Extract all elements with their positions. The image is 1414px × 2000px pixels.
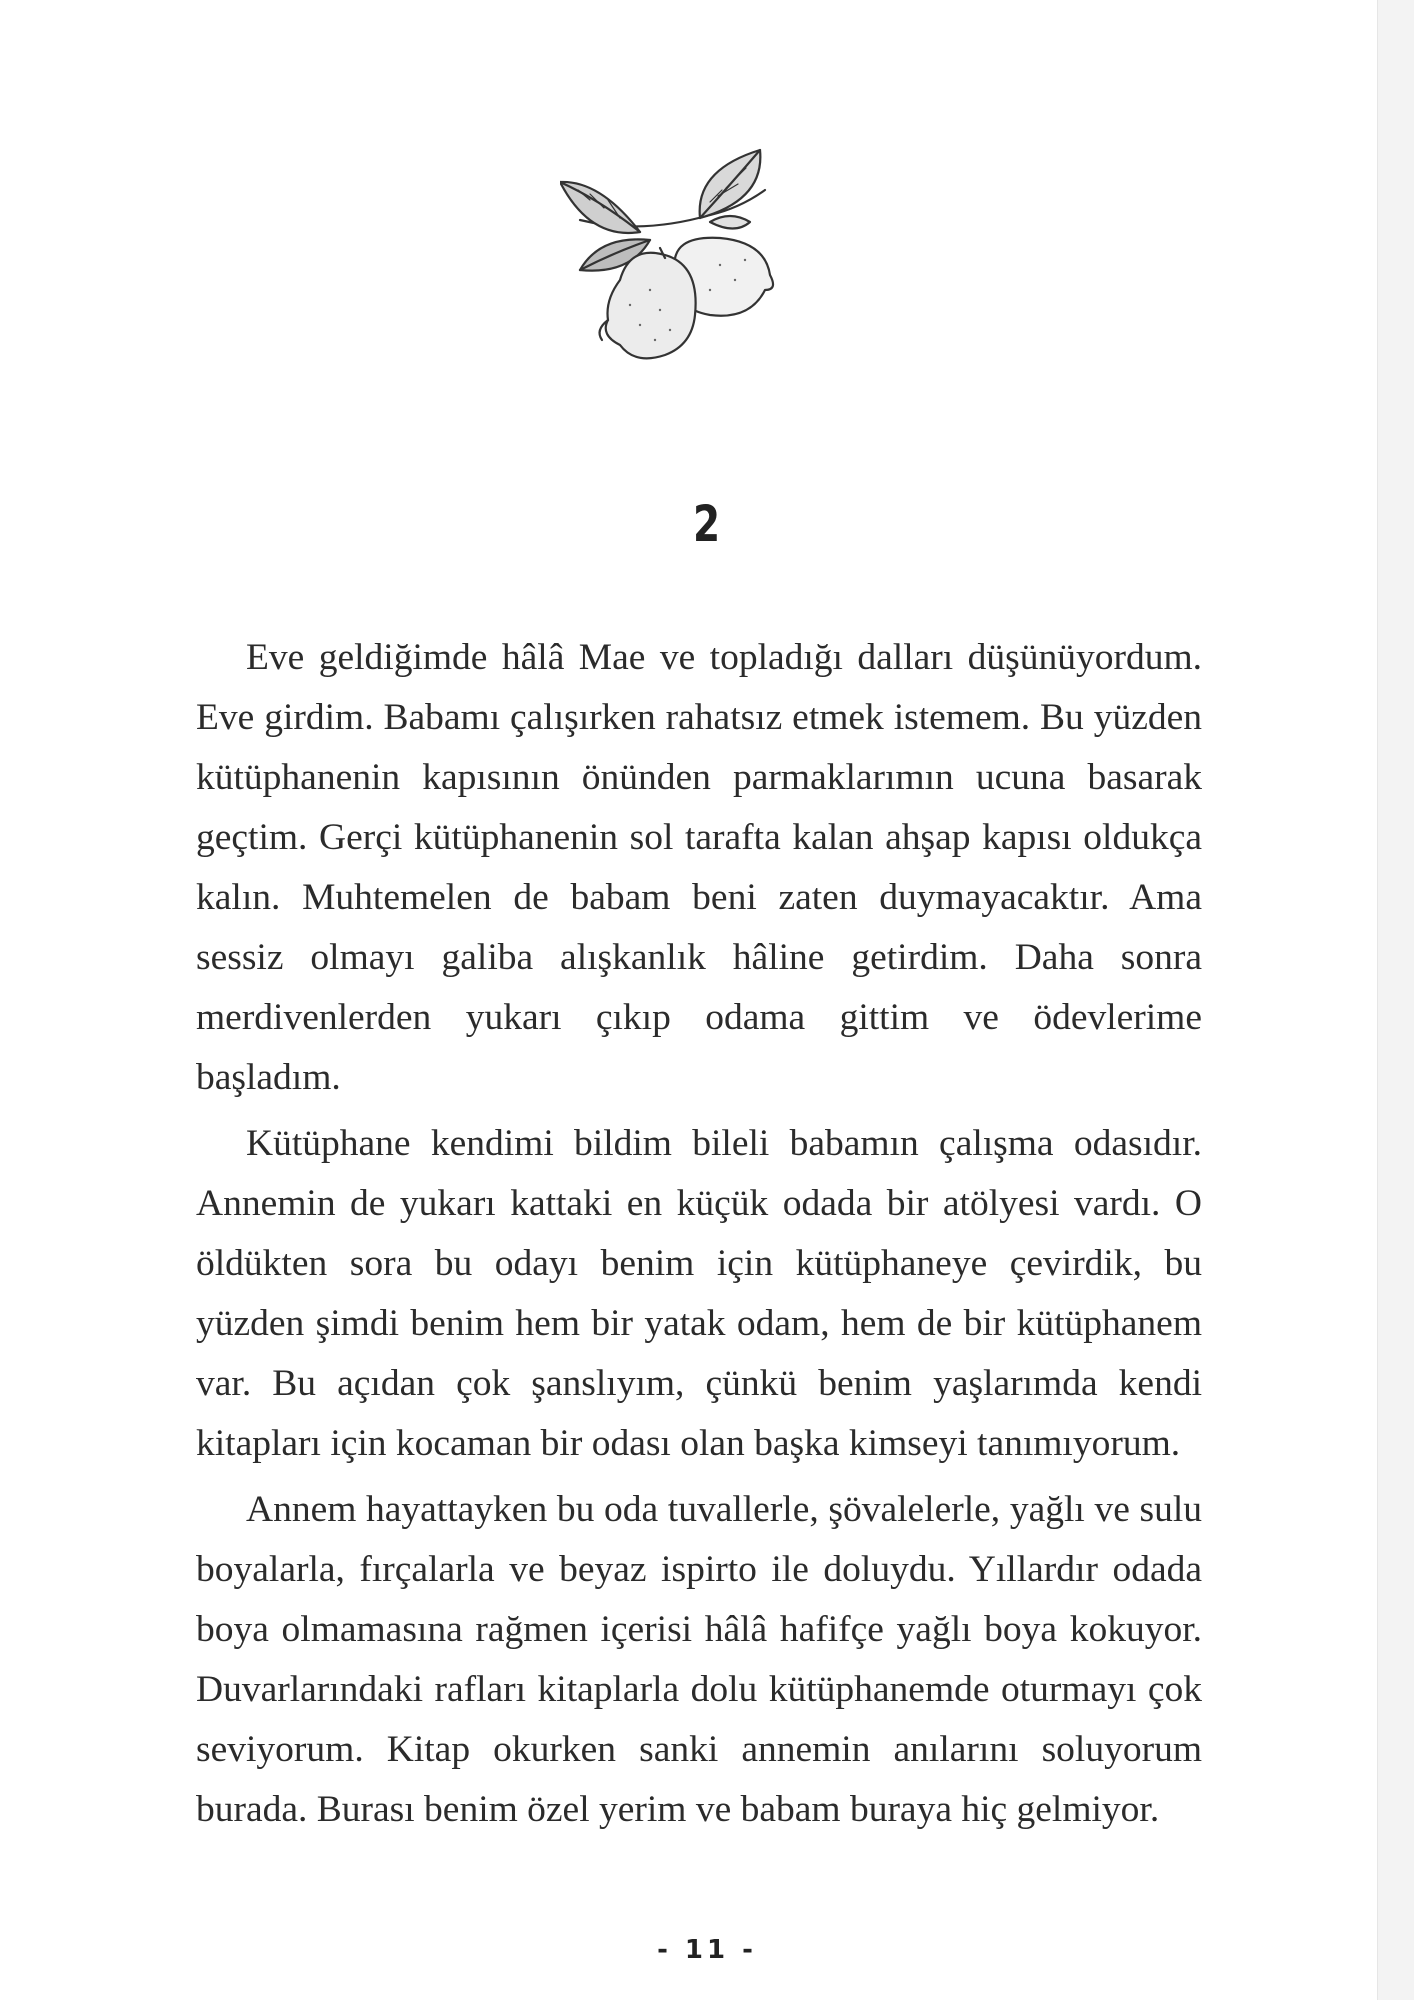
paragraph: Annem hayattayken bu oda tuvallerle, şövalelerle, yağlı ve sulu boyalarla, fırçalarla ve beyaz ispirto ile doluydu. Yıllardır odada boya olmamasına rağmen içerisi hâlâ hafifçe yağlı boya kokuyor. Duvarlarındaki rafları kitaplarla dolu kütüphanemde oturmayı çok seviyorum. Kitap okurken sanki annemin anılarını soluyorum burada. Burası benim özel yerim ve babam buraya hiç gelmiyor. xyxy=(196,1489,1202,1830)
chapter-number: 2 xyxy=(693,495,721,553)
body-text xyxy=(196,628,1202,1846)
page-edge xyxy=(1377,0,1414,2000)
paragraph: Eve geldiğimde hâlâ Mae ve topladığı dalları düşünüyordum. Eve girdim. Babamı çalışırken rahatsız etmek istemem. Bu yüzden kütüphanenin kapısının önünden parmaklarımın ucuna basarak geçtim. Gerçi kütüphanenin sol tarafta kalan ahşap kapısı oldukça kalın. Muhtemelen de babam beni zaten duymayacaktır. Ama sessiz olmayı galiba alışkanlık hâline getirdim. Daha sonra merdivenlerden yukarı çıkıp odama gittim ve ödevlerime başladım. xyxy=(196,637,1202,1098)
lemon-branch-icon xyxy=(560,140,800,380)
page-number: - 11 - xyxy=(657,1935,757,1965)
paragraph: Kütüphane kendimi bildim bileli babamın çalışma odasıdır. Annemin de yukarı kattaki en küçük odada bir atölyesi vardı. O öldükten sora bu odayı benim için kütüphaneye çevirdik, bu yüzden şimdi benim hem bir yatak odam, hem de bir kütüphanem var. Bu açıdan çok şanslıyım, çünkü benim yaşlarımda kendi kitapları için kocaman bir odası olan başka kimseyi tanımıyorum. xyxy=(196,1123,1202,1464)
